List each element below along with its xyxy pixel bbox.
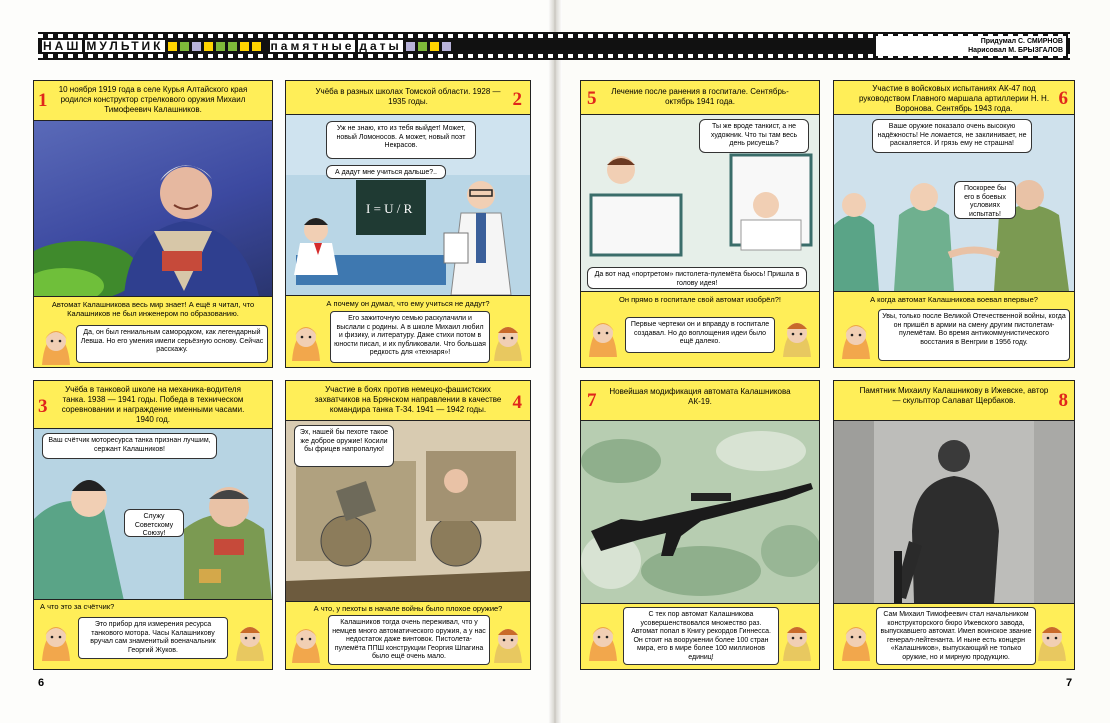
credit-author: Придумал С. СМИРНОВ [980, 38, 1063, 45]
girl-character-icon [38, 321, 74, 365]
panel-number: 6 [1058, 88, 1068, 109]
speech-bubble: Эх, нашей бы пехоте такое же доброе оружие! Косили бы фрицев напропалую! [294, 425, 394, 467]
panel-number: 7 [587, 390, 597, 411]
girl-character-icon [838, 315, 874, 359]
panel-caption: Учёба в танковой школе на механика-водителя танка. 1938 — 1941 годы. Победа в техническом соревновании и награждение именными часами. 1940 год. [34, 381, 272, 429]
question-line: А что, у пехоты в начале войны было плохое оружие? [286, 602, 530, 615]
question-line: Автомат Калашникова весь мир знает! А ещё я читал, что Калашников не был инженером по образованию. [34, 298, 272, 320]
question-line: А почему он думал, что ему учиться не дадут? [286, 297, 530, 310]
credits-box [876, 36, 1066, 56]
board-formula: I = U / R [366, 201, 413, 216]
page-number-right: 7 [1066, 677, 1073, 689]
girl-character-icon [585, 313, 621, 357]
panel-number: 4 [512, 392, 522, 413]
panel-caption: Лечение после ранения в госпитале. Сентябрь-октябрь 1941 года. [581, 81, 819, 115]
boy-character-icon [1034, 617, 1070, 661]
color-square [228, 42, 237, 51]
comic-panel-7 [580, 380, 820, 670]
panel-number: 1 [38, 90, 48, 111]
girl-character-icon [38, 617, 74, 661]
speech-bubble: Ты же вроде танкист, а не художник. Что ты там весь день рисуешь? [699, 119, 809, 153]
answer-bubble: Это прибор для измерения ресурса танкового мотора. Часы Калашникову вручал сам знаменитый военачальник Георгий Жуков. [78, 617, 228, 659]
girl-character-icon [838, 617, 874, 661]
rifle-camo-photo [581, 421, 819, 603]
answer-bubble: Увы, только после Великой Отечественной войны, когда он пришёл в армии на смену другим пистолетам-пулемётам. Во время антикоммунистического восстания в Венгрии в 1956 году. [878, 309, 1070, 361]
color-square [204, 42, 213, 51]
comic-panel-5 [580, 80, 820, 368]
question-line: А когда автомат Калашникова воевал впервые? [834, 293, 1074, 306]
panel-caption: Новейшая модификация автомата Калашникова АК-19. [581, 381, 819, 421]
question-line: А что это за счётчик? [34, 600, 272, 613]
comic-panel-6 [833, 80, 1075, 368]
speech-bubble: Да вот над «портретом» пистолета-пулемёта бьюсь! Пришла в голову идея! [587, 267, 807, 289]
color-square [216, 42, 225, 51]
color-square [418, 42, 427, 51]
boy-character-icon [490, 317, 526, 361]
speech-bubble: Ваше оружие показало очень высокую надёжность! Не ломается, не заклинивает, не раскаляется. И грязь ему не страшна! [872, 119, 1032, 153]
girl-character-icon [288, 619, 324, 663]
girl-character-icon [288, 317, 324, 361]
portrait-photo [34, 121, 272, 296]
credit-artist: Нарисовал М. БРЫЗГАЛОВ [968, 47, 1063, 54]
panel-caption: Учёба в разных школах Томской области. 1928 — 1935 годы. [286, 81, 530, 115]
color-square [442, 42, 451, 51]
answer-bubble: Калашников тогда очень переживал, что у немцев много автоматического оружия, а у нас недостаток даже винтовок. Пистолета-пулемёта ППШ конструкции Георгия Шпагина было ещё очень мало. [328, 615, 490, 665]
color-square [180, 42, 189, 51]
question-line: Он прямо в госпитале свой автомат изобрёл?! [581, 293, 819, 306]
color-square [192, 42, 201, 51]
panel-number: 3 [38, 396, 48, 417]
color-square [252, 42, 261, 51]
panel-number: 5 [587, 88, 597, 109]
answer-bubble: Сам Михаил Тимофеевич стал начальником конструкторского бюро Ижевского завода, выпускавшего автомат. Имел воинское звание генерал-лейтенанта. И ныне есть концерн «Калашников», выпускающий не только оружие, но и мирную продукцию. [876, 607, 1036, 665]
film-strip-header [38, 32, 1070, 60]
speech-bubble: Служу Советскому Союзу! [124, 509, 184, 537]
color-square [168, 42, 177, 51]
answer-bubble: Его зажиточную семью раскулачили и выслали с родины. А в школе Михаил любил и физику, и литературу. Даже стихи потом в юности писал, и их публиковали. Что большая редкость для «технаря»! [330, 311, 490, 363]
header-title-word-4: даты [359, 39, 402, 53]
comic-panel-3 [33, 380, 273, 670]
header-title-word-1: НАШ [43, 39, 82, 53]
comic-panel-2 [285, 80, 531, 368]
header-title-word-2: МУЛЬТИК [86, 39, 164, 53]
panel-number: 2 [512, 89, 522, 110]
speech-bubble: А дадут мне учиться дальше?.. [326, 165, 446, 179]
speech-bubble: Поскорее бы его в боевых условиях испытать! [954, 181, 1016, 219]
answer-bubble: Да, он был гениальным самородком, как легендарный Левша. Но его умения имели серьёзную основу. Сейчас расскажу. [76, 325, 268, 363]
boy-character-icon [779, 617, 815, 661]
film-title-strip [42, 40, 870, 52]
page-number-left: 6 [38, 677, 45, 689]
color-square [430, 42, 439, 51]
color-square [406, 42, 415, 51]
panel-caption: Участие в войсковых испытаниях АК-47 под руководством Главного маршала артиллерии Н. Н. Воронова. Сентябрь 1943 года. [834, 81, 1074, 115]
panel-caption: Памятник Михаилу Калашникову в Ижевске, автор — скульптор Салават Щербаков. [834, 381, 1074, 421]
speech-bubble: Уж не знаю, кто из тебя выйдет! Может, новый Ломоносов. А может, новый поэт Некрасов. [326, 121, 476, 159]
boy-character-icon [232, 617, 268, 661]
speech-bubble: Ваш счётчик моторесурса танка признан лучшим, сержант Калашников! [42, 433, 217, 459]
comic-panel-8 [833, 380, 1075, 670]
panel-caption: 10 ноября 1919 года в селе Курья Алтайского края родился конструктор стрелкового оружия Михаил Тимофеевич Калашников. [34, 81, 272, 121]
answer-bubble: С тех пор автомат Калашникова усовершенствовался множество раз. Автомат попал в Книгу рекордов Гиннесса. Он стоит на вооружении более 100 стран мира, его в мире более 100 миллионов единиц! [623, 607, 779, 665]
girl-character-icon [585, 617, 621, 661]
panel-number: 8 [1058, 390, 1068, 411]
color-square [240, 42, 249, 51]
panel-caption: Участие в боях против немецко-фашистских захватчиков на Брянском направлении в качестве командира танка Т-34. 1941 — 1942 годы. [286, 381, 530, 421]
boy-character-icon [779, 313, 815, 357]
header-title-word-3: памятные [270, 39, 355, 53]
answer-bubble: Первые чертежи он и вправду в госпитале создавал. Но до воплощения идеи было ещё далеко. [625, 317, 775, 353]
comic-panel-1 [33, 80, 273, 368]
boy-character-icon [490, 619, 526, 663]
book-spine [548, 0, 562, 723]
comic-panel-4 [285, 380, 531, 670]
monument-photo [834, 421, 1074, 603]
